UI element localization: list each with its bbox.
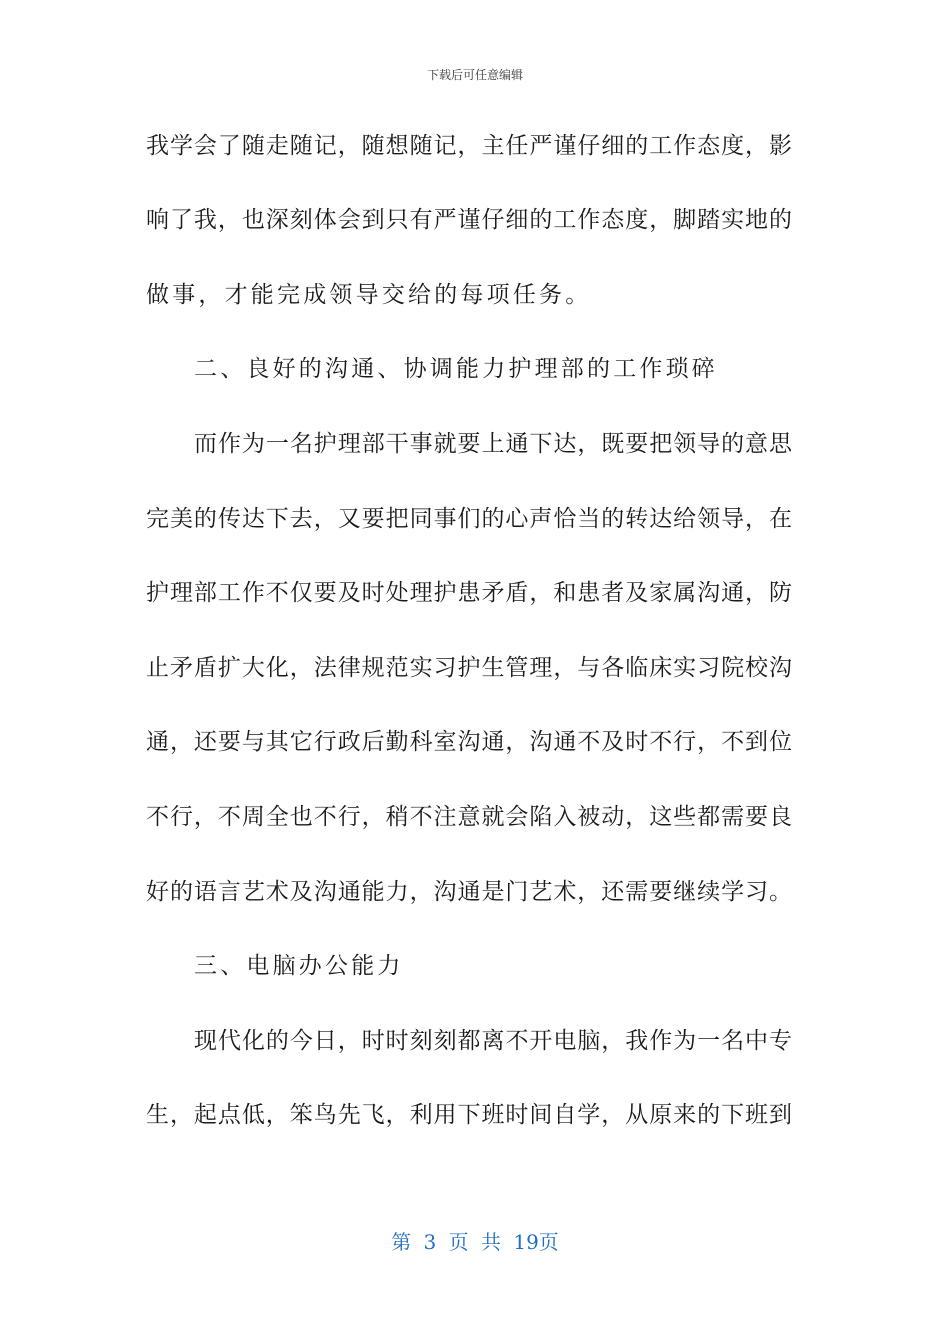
- paragraph-line: 不行，不周全也不行，稍不注意就会陷入被动，这些都需要良: [146, 804, 792, 830]
- page-number-footer: 第 3 页 共 19页: [391, 1230, 559, 1254]
- paragraph-line: 止矛盾扩大化，法律规范实习护生管理，与各临床实习院校沟: [146, 655, 792, 681]
- paragraph-line: 好的语言艺术及沟通能力，沟通是门艺术，还需要继续学习。: [146, 879, 792, 905]
- paragraph-line: 响了我，也深刻体会到只有严谨仔细的工作态度，脚踏实地的: [146, 207, 792, 233]
- paragraph-line: 生，起点低，笨鸟先飞，利用下班时间自学，从原来的下班到: [146, 1102, 792, 1128]
- paragraph-line: 我学会了随走随记，随想随记，主任严谨仔细的工作态度，影: [146, 133, 792, 159]
- page-header: 下载后可任意编辑: [426, 68, 523, 82]
- section-heading: 三、电脑办公能力: [194, 953, 404, 979]
- paragraph-line: 护理部工作不仅要及时处理护患矛盾，和患者及家属沟通，防: [146, 580, 792, 606]
- paragraph-line: 现代化的今日，时时刻刻都离不开电脑，我作为一名中专: [194, 1028, 792, 1054]
- paragraph-line: 通，还要与其它行政后勤科室沟通，沟通不及时不行，不到位: [146, 729, 792, 755]
- paragraph-line: 而作为一名护理部干事就要上通下达，既要把领导的意思: [194, 431, 792, 457]
- section-heading: 二、良好的沟通、协调能力护理部的工作琐碎: [194, 356, 718, 382]
- paragraph-line: 完美的传达下去，又要把同事们的心声恰当的转达给领导，在: [146, 506, 792, 532]
- paragraph-line: 做事，才能完成领导交给的每项任务。: [146, 282, 592, 308]
